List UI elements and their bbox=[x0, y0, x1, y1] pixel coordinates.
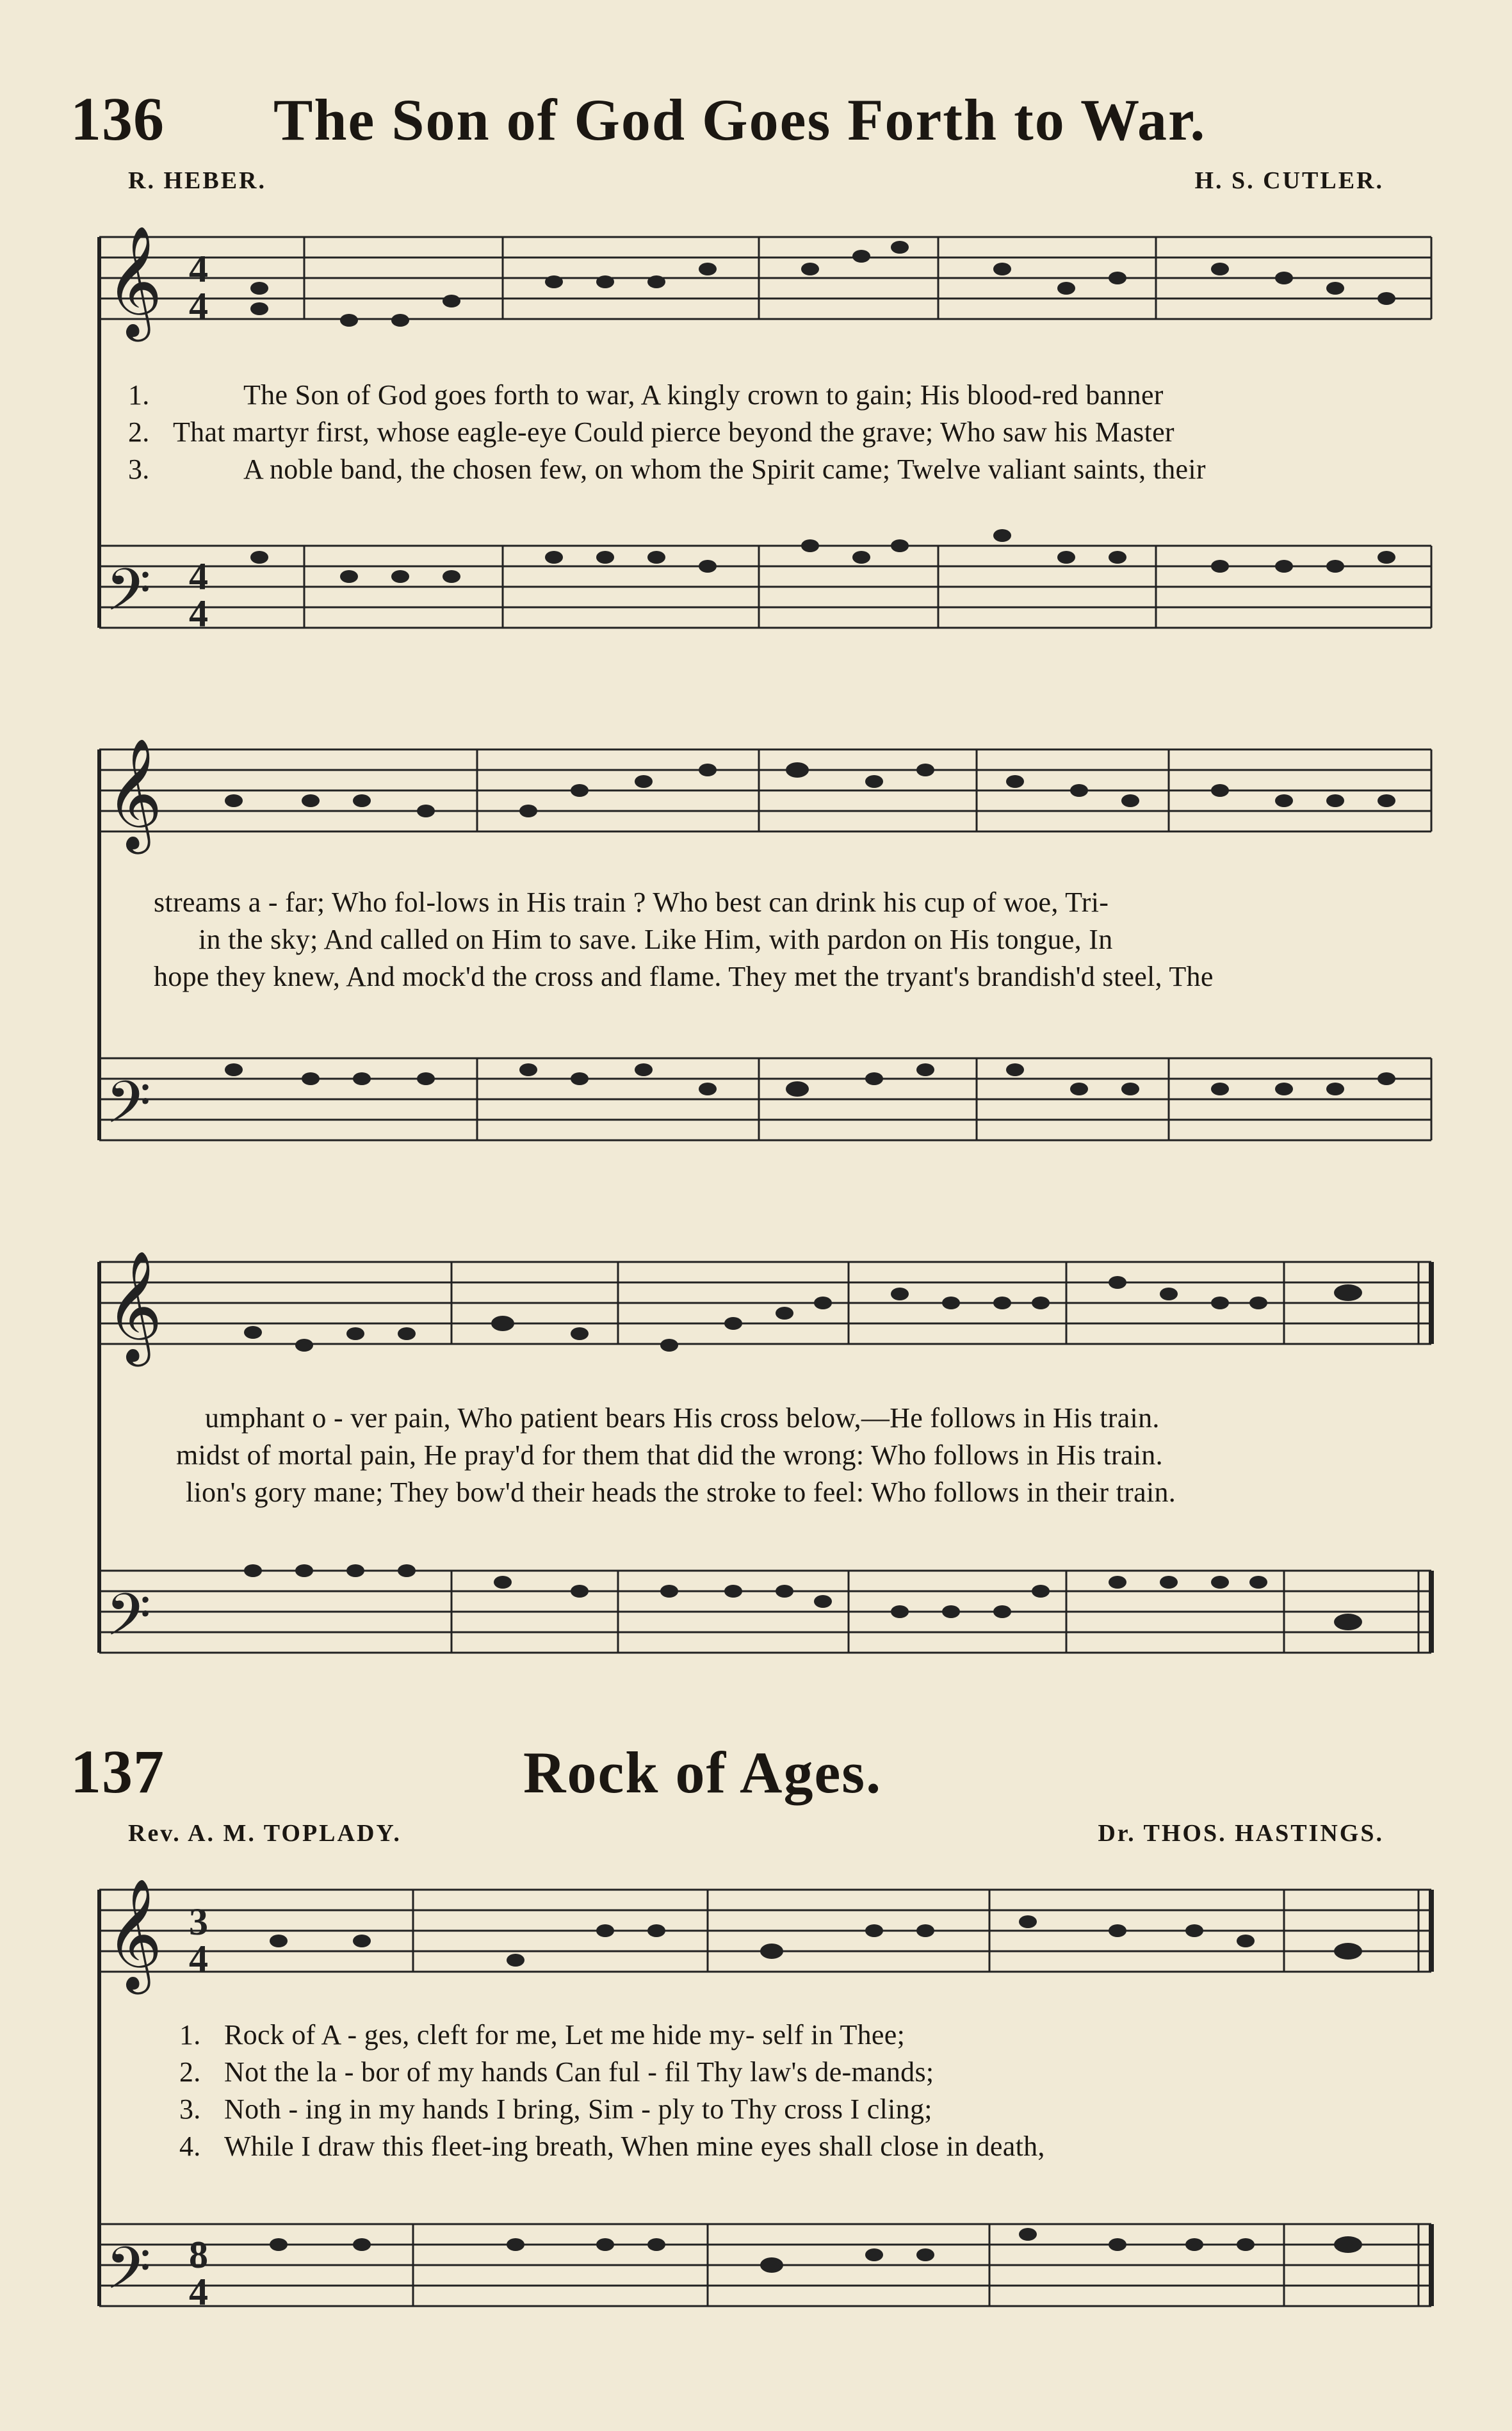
hymn-number: 136 bbox=[70, 85, 165, 153]
lyric-line: midst of mortal pain, He pray'd for them that did the wrong: Who follows in His train. bbox=[176, 1439, 1163, 1471]
lyric-line: hope they knew, And mock'd the cross and flame. They met the tryant's brandish'd steel, The bbox=[154, 961, 1214, 992]
svg-text:4: 4 bbox=[189, 1938, 208, 1980]
words-author: R. HEBER. bbox=[128, 167, 266, 194]
music-composer: H. S. CUTLER. bbox=[1194, 167, 1384, 194]
hymn-137-credits bbox=[128, 1819, 1384, 1847]
hymn-title: Rock of Ages. bbox=[523, 1740, 882, 1805]
lyric-line: umphant o - ver pain, Who patient bears His cross below,—He follows in His train. bbox=[205, 1402, 1160, 1434]
bass-clef-icon: 𝄢 bbox=[106, 556, 151, 638]
svg-text:4: 4 bbox=[189, 285, 208, 327]
lyric-line: streams a - far; Who fol-lows in His train ? Who best can drink his cup of woe, Tri- bbox=[154, 887, 1109, 918]
lyrics-block-3 bbox=[176, 1400, 1435, 1511]
lyric-line: 2. That martyr first, whose eagle-eye Could pierce beyond the grave; Who saw his Master bbox=[128, 416, 1175, 448]
lyrics-block-2 bbox=[154, 884, 1435, 995]
svg-text:𝄞: 𝄞 bbox=[106, 738, 163, 849]
lyric-line: 3. A noble band, the chosen few, on whom the Spirit came; Twelve valiant saints, their bbox=[128, 454, 1206, 485]
svg-text:𝄢: 𝄢 bbox=[106, 2234, 151, 2316]
lyric-line: in the sky; And called on Him to save. Like Him, with pardon on His tongue, In bbox=[199, 924, 1113, 955]
svg-text:𝄢: 𝄢 bbox=[106, 1068, 151, 1150]
svg-text:𝄞: 𝄞 bbox=[106, 1878, 163, 1990]
svg-text:8: 8 bbox=[189, 2234, 208, 2276]
lyrics-block-1 bbox=[128, 377, 1435, 488]
svg-text:𝄞: 𝄞 bbox=[106, 1250, 163, 1362]
hymn-136-header bbox=[70, 83, 1435, 154]
bass-staff bbox=[99, 546, 1431, 628]
hymn-title: The Son of God Goes Forth to War. bbox=[273, 87, 1207, 152]
svg-text:3: 3 bbox=[189, 1901, 208, 1943]
hymn-137-header bbox=[70, 1736, 1435, 1807]
lyric-line: lion's gory mane; They bow'd their heads the stroke to feel: Who follows in their train. bbox=[186, 1477, 1176, 1508]
time-sig: 4 bbox=[189, 248, 208, 290]
hymn-136-credits bbox=[128, 167, 1384, 195]
music-composer: Dr. THOS. HASTINGS. bbox=[1098, 1820, 1384, 1847]
svg-text:𝄢: 𝄢 bbox=[106, 1581, 151, 1663]
treble-clef-icon: 𝄞 bbox=[106, 225, 163, 337]
lyric-line: 2. Not the la - bor of my hands Can ful - fil Thy law's de-mands; bbox=[179, 2056, 934, 2088]
svg-text:4: 4 bbox=[189, 593, 208, 635]
lyric-line: 1. The Son of God goes forth to war, A kingly crown to gain; His blood-red banner bbox=[128, 379, 1164, 411]
svg-text:4: 4 bbox=[189, 555, 208, 598]
hymn-number: 137 bbox=[70, 1737, 165, 1806]
words-author: Rev. A. M. TOPLADY. bbox=[128, 1820, 402, 1847]
lyric-line: 1. Rock of A - ges, cleft for me, Let me hide my- self in Thee; bbox=[179, 2019, 906, 2050]
lyric-line: 4. While I draw this fleet-ing breath, When mine eyes shall close in death, bbox=[179, 2131, 1045, 2162]
lyrics-block-4 bbox=[179, 2017, 1435, 2165]
lyric-line: 3. Noth - ing in my hands I bring, Sim - ply to Thy cross I cling; bbox=[179, 2093, 932, 2125]
treble-staff bbox=[99, 237, 1431, 319]
svg-text:4: 4 bbox=[189, 2271, 208, 2313]
